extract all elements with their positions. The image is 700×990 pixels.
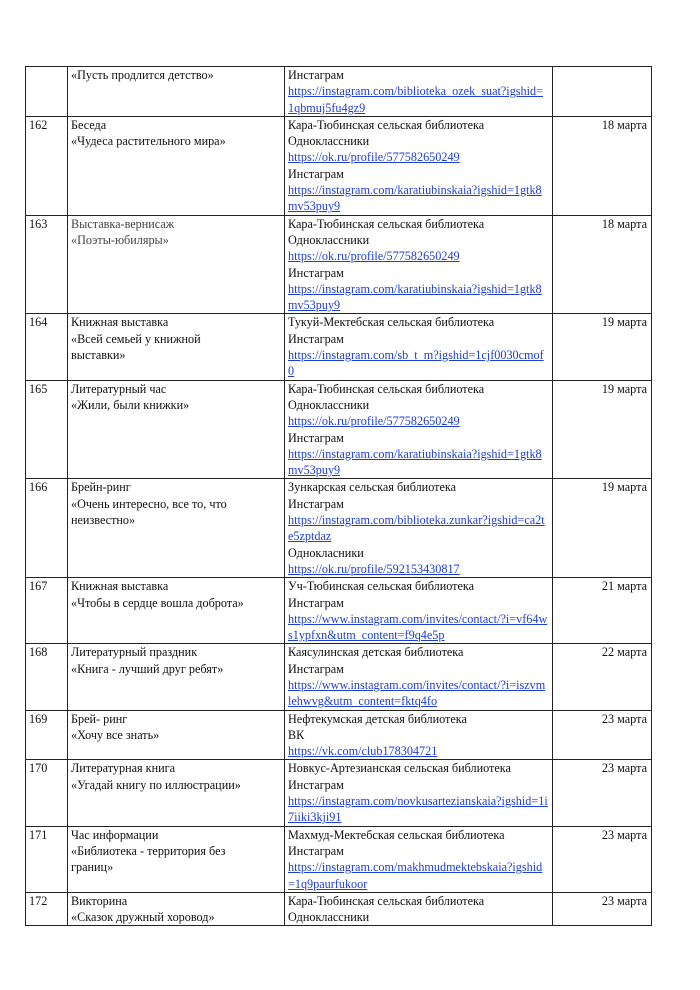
event-title-cell <box>68 892 285 926</box>
venue-cell <box>285 479 553 578</box>
venue-text: Кара-Тюбинская сельская библиотека <box>288 117 485 132</box>
venue-link[interactable]: https://ok.ru/profile/577582650249 <box>288 150 460 165</box>
event-title-cell <box>68 380 285 479</box>
row-number: 164 <box>26 314 68 380</box>
venue-text: Одноклассники <box>288 134 370 149</box>
venue-link[interactable]: https://instagram.com/karatiubinskaia?igshid=1gtk8mv53puy9 <box>288 446 542 478</box>
events-table-body <box>26 67 652 926</box>
table-row <box>26 710 652 760</box>
event-type: Литературная книга <box>71 761 176 776</box>
venue-text: Инстаграм <box>288 166 344 181</box>
venue-text: Одноклассники <box>288 232 370 247</box>
row-number: 168 <box>26 644 68 710</box>
event-title-cell <box>68 826 285 892</box>
venue-cell <box>285 710 553 760</box>
event-title-cell <box>68 578 285 644</box>
venue-text: Нефтекумская детская библиотека <box>288 711 467 726</box>
venue-text: Кара-Тюбинская сельская библиотека <box>288 893 485 908</box>
event-type: Книжная выставка <box>71 579 169 594</box>
venue-link[interactable]: https://vk.com/club178304721 <box>288 744 438 759</box>
event-type: Час информации <box>71 827 159 842</box>
event-title-line: «Сказок дружный хоровод» <box>71 910 215 925</box>
venue-text: Одноклассники <box>288 397 370 412</box>
event-title-line: «Чудеса растительного мира» <box>71 134 226 149</box>
event-date: 19 марта <box>553 380 652 479</box>
table-row <box>26 380 652 479</box>
event-type: Литературный праздник <box>71 645 198 660</box>
venue-cell <box>285 116 553 215</box>
event-title-line: выставки» <box>71 348 126 363</box>
venue-text: Инстаграм <box>288 331 344 346</box>
venue-text: Инстаграм <box>288 68 344 82</box>
event-date: 21 марта <box>553 578 652 644</box>
event-date: 23 марта <box>553 892 652 926</box>
event-type: Книжная выставка <box>71 315 169 330</box>
event-date: 19 марта <box>553 479 652 578</box>
table-row <box>26 578 652 644</box>
event-date: 19 марта <box>553 314 652 380</box>
venue-cell <box>285 380 553 479</box>
event-title-line: «Очень интересно, все то, что <box>71 496 227 511</box>
event-date: 22 марта <box>553 644 652 710</box>
venue-link[interactable]: https://instagram.com/makhmudmektebskaia?igshid=1q9paurfukoor <box>288 860 543 891</box>
event-type: Литературный час <box>71 381 167 396</box>
venue-link[interactable]: https://instagram.com/biblioteka.zunkar?igshid=ca2te5zptdaz <box>288 513 545 544</box>
event-date: 23 марта <box>553 760 652 826</box>
table-row <box>26 760 652 826</box>
venue-link[interactable]: https://www.instagram.com/invites/contact/?i=vf64ws1ypfxn&utm_content=f9q4e5p <box>288 611 548 643</box>
venue-text: Инстаграм <box>288 265 344 280</box>
event-title-line: «Всей семьей у книжной <box>71 331 201 346</box>
event-title-line: неизвестно» <box>71 513 136 528</box>
venue-cell <box>285 892 553 926</box>
venue-cell <box>285 314 553 380</box>
row-number: 167 <box>26 578 68 644</box>
event-title-line: «Хочу все знать» <box>71 727 160 742</box>
venue-cell <box>285 760 553 826</box>
row-number: 169 <box>26 710 68 760</box>
venue-link[interactable]: https://www.instagram.com/invites/contact/?i=iszvmlehwvg&utm_content=fktq4fo <box>288 677 546 709</box>
event-title-cell <box>68 644 285 710</box>
event-title-line: «Книга - лучший друг ребят» <box>71 661 224 676</box>
venue-text: Кара-Тюбинская сельская библиотека <box>288 381 485 396</box>
event-date: 23 марта <box>553 710 652 760</box>
venue-cell <box>285 578 553 644</box>
event-title-cell <box>68 67 285 117</box>
venue-text: Инстаграм <box>288 777 344 792</box>
event-title-cell <box>68 314 285 380</box>
venue-cell <box>285 644 553 710</box>
venue-text: Зункарская сельская библиотека <box>288 480 457 495</box>
row-number: 166 <box>26 479 68 578</box>
table-row <box>26 826 652 892</box>
row-number: 163 <box>26 215 68 314</box>
venue-link[interactable]: https://ok.ru/profile/592153430817 <box>288 561 460 576</box>
venue-text: Махмуд-Мектебская сельская библиотека <box>288 827 505 842</box>
table-row <box>26 314 652 380</box>
table-row <box>26 479 652 578</box>
event-title-line: «Библиотека - территория без <box>71 843 226 858</box>
row-number: 162 <box>26 116 68 215</box>
venue-link[interactable]: https://instagram.com/novkusartezianskaia?igshid=1i7iiki3kji91 <box>288 794 548 825</box>
venue-text: Однокласники <box>288 545 364 560</box>
table-row <box>26 116 652 215</box>
event-date: 18 марта <box>553 215 652 314</box>
table-row <box>26 644 652 710</box>
event-type: Брейн-ринг <box>71 480 131 495</box>
venue-link[interactable]: https://instagram.com/sb_t_m?igshid=1cjf0030cmof0 <box>288 348 544 379</box>
row-number: 172 <box>26 892 68 926</box>
venue-link[interactable]: https://instagram.com/karatiubinskaia?igshid=1gtk8mv53puy9 <box>288 183 542 214</box>
venue-cell <box>285 215 553 314</box>
event-title-line: «Угадай книгу по иллюстрации» <box>71 777 241 792</box>
venue-text: Инстаграм <box>288 430 344 445</box>
event-title-cell <box>68 710 285 760</box>
event-title-line: границ» <box>71 860 114 875</box>
venue-link[interactable]: https://ok.ru/profile/577582650249 <box>288 414 460 429</box>
venue-text: Уч-Тюбинская сельская библиотека <box>288 579 475 594</box>
event-type: Беседа <box>71 117 107 132</box>
event-type: Викторина <box>71 893 128 908</box>
event-title-cell <box>68 760 285 826</box>
venue-text: Инстаграм <box>288 496 344 511</box>
event-title-cell <box>68 479 285 578</box>
venue-link[interactable]: https://instagram.com/karatiubinskaia?igshid=1gtk8mv53puy9 <box>288 281 542 313</box>
venue-text: Каясулинская детская библиотека <box>288 645 464 660</box>
event-title-cell <box>68 215 285 314</box>
event-title-cell <box>68 116 285 215</box>
venue-text: Новкус-Артезианская сельская библиотека <box>288 761 511 776</box>
venue-text: Инстаграм <box>288 843 344 858</box>
venue-link[interactable]: https://instagram.com/biblioteka_ozek_suat?igshid=1qbmuj5fu4gz9 <box>288 84 543 115</box>
row-number: 165 <box>26 380 68 479</box>
venue-text: Тукуй-Мектебская сельская библиотека <box>288 315 495 330</box>
table-row <box>26 67 652 117</box>
venue-text: Инстаграм <box>288 595 344 610</box>
venue-text: ВК <box>288 727 305 742</box>
venue-link[interactable]: https://ok.ru/profile/577582650249 <box>288 249 460 264</box>
venue-cell <box>285 67 553 117</box>
event-title-line: «Поэты-юбиляры» <box>71 232 169 247</box>
event-title-line: «Пусть продлится детство» <box>71 68 214 82</box>
row-number: 171 <box>26 826 68 892</box>
venue-text: Кара-Тюбинская сельская библиотека <box>288 216 485 231</box>
row-number <box>26 67 68 117</box>
event-date: 18 марта <box>553 116 652 215</box>
venue-cell <box>285 826 553 892</box>
event-title-line: «Чтобы в сердце вошла доброта» <box>71 595 244 610</box>
event-type: Выставка-вернисаж <box>71 216 175 231</box>
table-row <box>26 215 652 314</box>
table-row <box>26 892 652 926</box>
event-date: 23 марта <box>553 826 652 892</box>
venue-text: Одноклассники <box>288 910 370 925</box>
venue-text: Инстаграм <box>288 661 344 676</box>
events-table <box>25 66 652 926</box>
event-title-line: «Жили, были книжки» <box>71 397 190 412</box>
row-number: 170 <box>26 760 68 826</box>
event-date <box>553 67 652 117</box>
event-type: Брей- ринг <box>71 711 128 726</box>
